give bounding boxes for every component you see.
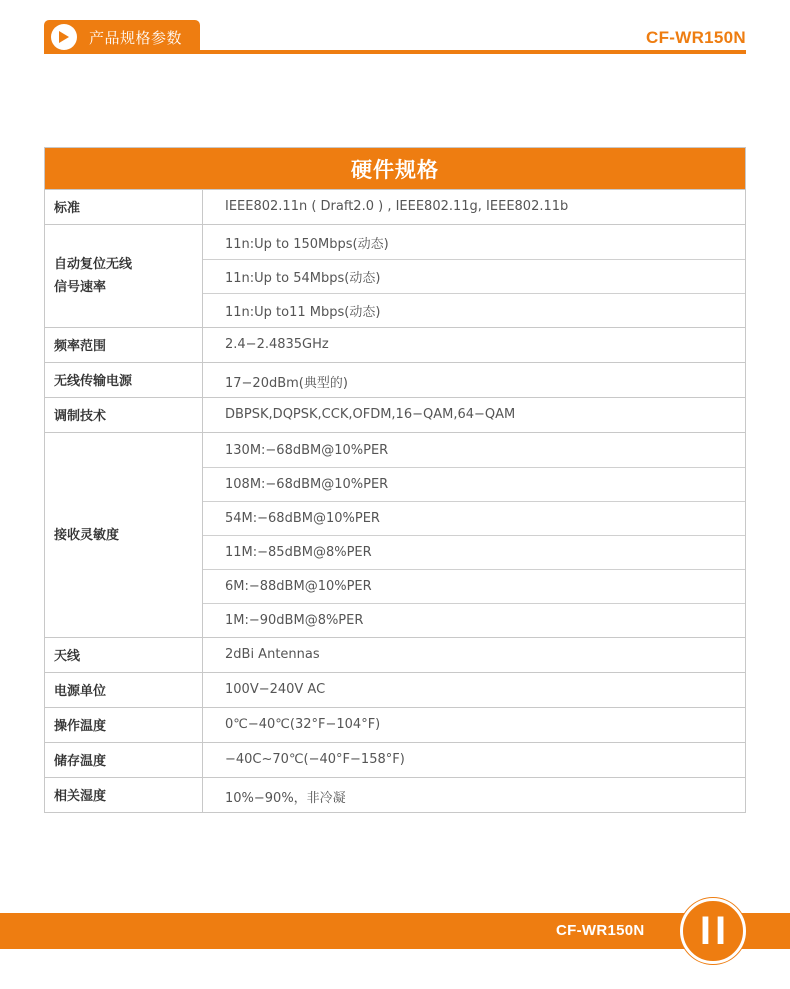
row-values xyxy=(203,778,745,812)
row-value: 17−20dBm(典型的) xyxy=(225,376,348,391)
table-row xyxy=(45,637,745,672)
table-body xyxy=(45,189,745,812)
footer-model: CF-WR150N xyxy=(556,922,645,939)
section-title: 产品规格参数 xyxy=(89,28,183,47)
play-arrow-icon xyxy=(51,24,77,50)
row-label: 储存温度 xyxy=(45,743,203,777)
section-tab xyxy=(44,20,200,54)
row-values xyxy=(203,638,745,672)
row-value: 54M:−68dBM@10%PER xyxy=(203,501,745,535)
row-label: 接收灵敏度 xyxy=(45,433,203,637)
footer-bar xyxy=(0,913,790,949)
row-values xyxy=(203,363,745,397)
row-label: 相关湿度 xyxy=(45,778,203,812)
row-values xyxy=(203,673,745,707)
table-row xyxy=(45,327,745,362)
table-row xyxy=(45,397,745,432)
row-value: 10%−90%，非冷凝 xyxy=(225,791,346,806)
row-values xyxy=(203,743,745,777)
table-row xyxy=(45,362,745,397)
table-row xyxy=(45,742,745,777)
table-row xyxy=(45,189,745,224)
row-value: 11n:Up to 150Mbps(动态) xyxy=(225,236,389,252)
page-number-badge xyxy=(680,898,746,964)
table-row xyxy=(45,672,745,707)
table-title: 硬件规格 xyxy=(45,148,745,189)
row-label: 操作温度 xyxy=(45,708,203,742)
table-row xyxy=(45,224,745,327)
row-values xyxy=(203,433,745,637)
row-value: 2dBi Antennas xyxy=(225,647,320,662)
table-row xyxy=(45,707,745,742)
row-label: 天线 xyxy=(45,638,203,672)
header-model: CF-WR150N xyxy=(646,28,746,47)
row-value: 0℃−40℃(32°F−104°F) xyxy=(225,717,381,732)
row-value: 108M:−68dBM@10%PER xyxy=(203,467,745,501)
row-value: 11M:−85dBM@8%PER xyxy=(203,535,745,569)
row-value: 130M:−68dBM@10%PER xyxy=(225,442,389,458)
row-label: 自动复位无线 信号速率 xyxy=(45,225,203,327)
row-label: 无线传输电源 xyxy=(45,363,203,397)
row-label: 频率范围 xyxy=(45,328,203,362)
table-row xyxy=(45,432,745,637)
page-number: II xyxy=(699,908,731,953)
row-label: 调制技术 xyxy=(45,398,203,432)
hardware-spec-table xyxy=(44,147,746,813)
row-value: DBPSK,DQPSK,CCK,OFDM,16−QAM,64−QAM xyxy=(225,407,516,422)
row-value: 6M:−88dBM@10%PER xyxy=(203,569,745,603)
row-value: 1M:−90dBM@8%PER xyxy=(203,603,745,637)
row-label: 标准 xyxy=(45,190,203,224)
table-row xyxy=(45,777,745,812)
row-values xyxy=(203,328,745,362)
row-value: 100V−240V AC xyxy=(225,682,326,697)
row-values xyxy=(203,190,745,224)
row-values xyxy=(203,708,745,742)
row-values xyxy=(203,398,745,432)
row-values xyxy=(203,225,745,327)
row-value: IEEE802.11n ( Draft2.0 ) , IEEE802.11g, IEEE802.11b xyxy=(225,199,569,214)
row-value: 11n:Up to11 Mbps(动态) xyxy=(203,293,745,327)
row-value: −40C~70℃(−40°F−158°F) xyxy=(225,752,405,767)
row-value: 2.4−2.4835GHz xyxy=(225,337,329,352)
row-value: 11n:Up to 54Mbps(动态) xyxy=(203,259,745,293)
row-label: 电源单位 xyxy=(45,673,203,707)
